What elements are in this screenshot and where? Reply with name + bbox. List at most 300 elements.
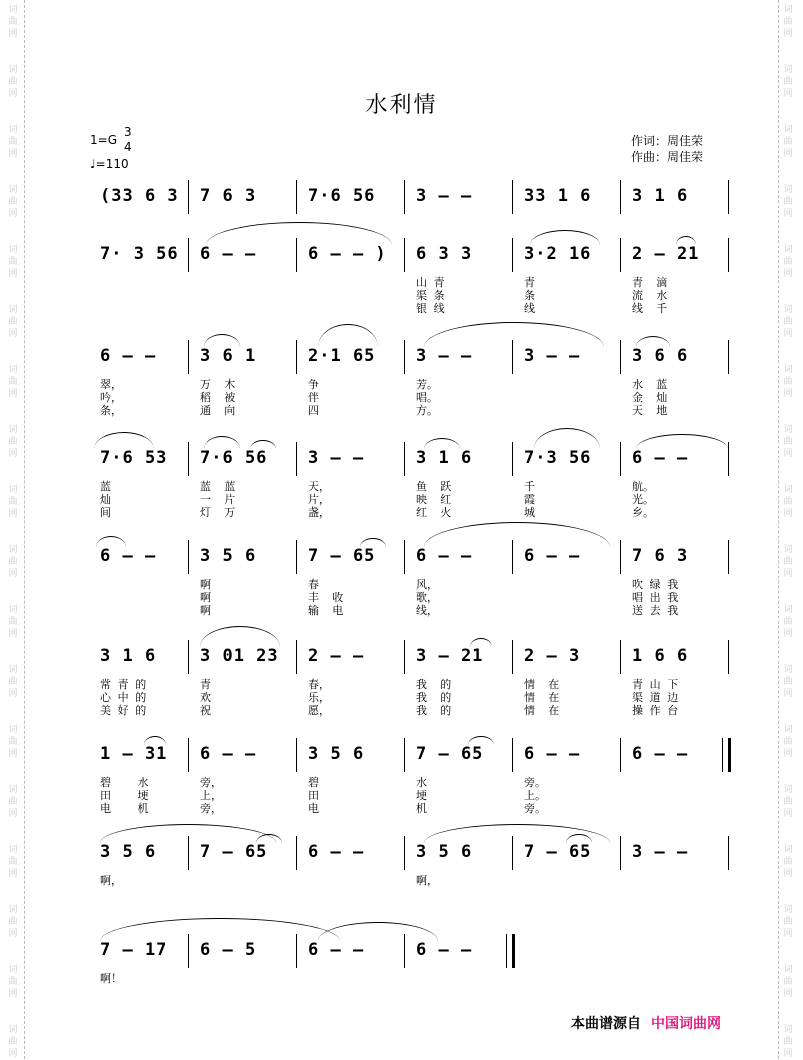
watermark-glyph: 曲: [783, 137, 793, 147]
measure-notes: 2 — —: [308, 646, 365, 666]
lyric-verse-3: 条，: [100, 404, 122, 417]
measure-notes: 3 5 6: [308, 744, 365, 764]
lyric-verse-2: 唱。: [416, 391, 438, 404]
measure-notes: 7· 3 56: [100, 244, 179, 264]
watermark-glyph: 词: [8, 65, 18, 75]
lyric-verse-3: 银 线: [416, 302, 445, 315]
watermark-glyph: 网: [783, 29, 793, 39]
watermark-text: [781, 544, 795, 580]
lyric-verse-1: 争: [308, 378, 319, 391]
watermark-glyph: 词: [783, 125, 793, 135]
watermark-glyph: 词: [8, 905, 18, 915]
barline: [404, 540, 405, 574]
measure-notes: 7 — 65: [200, 842, 268, 862]
lyric-verse-3: 灯 万: [200, 506, 236, 519]
watermark-glyph: 词: [8, 665, 18, 675]
watermark-glyph: 网: [783, 809, 793, 819]
measure-notes: 3 1 6: [416, 448, 473, 468]
lyric-verse-3: 乡。: [632, 506, 654, 519]
watermark-glyph: 词: [783, 485, 793, 495]
lyric-verse-2: 丰 收: [308, 591, 344, 604]
measure-notes: 7 — 65: [524, 842, 592, 862]
watermark-glyph: 词: [783, 65, 793, 75]
lyric-verse-3: 线 千: [632, 302, 668, 315]
measure-notes: 3 — —: [416, 346, 473, 366]
lyric-verse-2: 上，: [200, 789, 222, 802]
lyric-verse-2: 上。: [524, 789, 546, 802]
barline: [404, 640, 405, 674]
watermark-text: [781, 964, 795, 1000]
watermark-glyph: 曲: [8, 257, 18, 267]
lyric-verse-3: 情 在: [524, 704, 560, 717]
watermark-glyph: 曲: [783, 1037, 793, 1047]
barline: [188, 442, 189, 476]
slur-mark: [318, 922, 438, 941]
watermark-glyph: 网: [783, 149, 793, 159]
lyric-verse-1: 山 青: [416, 276, 445, 289]
watermark-glyph: 曲: [783, 797, 793, 807]
lyric-verse-1: 翠，: [100, 378, 122, 391]
watermark-glyph: 网: [783, 89, 793, 99]
watermark-glyph: 网: [783, 749, 793, 759]
watermark-glyph: 词: [783, 845, 793, 855]
watermark-glyph: 网: [8, 509, 18, 519]
measure-notes: 6 — —: [524, 546, 581, 566]
watermark-text: [6, 184, 20, 220]
watermark-glyph: 词: [8, 305, 18, 315]
lyric-verse-1: 航。: [632, 480, 654, 493]
measure-notes: 33 1 6: [524, 186, 592, 206]
lyric-verse-2: 田 埂: [100, 789, 149, 802]
watermark-glyph: 词: [783, 425, 793, 435]
slur-mark: [424, 438, 460, 449]
watermark-glyph: 词: [8, 5, 18, 15]
slur-mark: [468, 736, 494, 745]
watermark-glyph: 网: [783, 929, 793, 939]
watermark-glyph: 词: [8, 845, 18, 855]
measure-notes: 3 1 6: [632, 186, 689, 206]
lyric-verse-2: 一 片: [200, 493, 236, 506]
watermark-glyph: 曲: [8, 617, 18, 627]
watermark-glyph: 曲: [783, 497, 793, 507]
slur-mark: [144, 736, 166, 745]
lyric-verse-2: 稻 被: [200, 391, 236, 404]
lyric-verse-1: 千: [524, 480, 535, 493]
lyric-verse-2: 心 中 的: [100, 691, 147, 704]
watermark-text: [6, 124, 20, 160]
key-signature: 1=G: [90, 133, 117, 147]
lyric-verse-3: 我 的: [416, 704, 452, 717]
lyric-verse-2: 歌，: [416, 591, 438, 604]
lyric-verse-3: 啊: [200, 604, 211, 617]
lyric-verse-3: 电 机: [100, 802, 149, 815]
lyric-verse-1: 我 的: [416, 678, 452, 691]
watermark-glyph: 网: [8, 389, 18, 399]
slur-mark: [200, 626, 280, 647]
watermark-text: [781, 724, 795, 760]
watermark-glyph: 词: [783, 1025, 793, 1035]
watermark-glyph: 网: [783, 449, 793, 459]
watermark-glyph: 词: [8, 365, 18, 375]
measure-notes: 7·6 56: [200, 448, 268, 468]
lyric-verse-1: 旁。: [524, 776, 546, 789]
lyric-verse-2: 我 的: [416, 691, 452, 704]
barline: [728, 442, 729, 476]
measure-notes: 6 — —: [200, 244, 257, 264]
watermark-glyph: 网: [783, 269, 793, 279]
measure-notes: 7 6 3: [632, 546, 689, 566]
watermark-text: [6, 484, 20, 520]
barline: [512, 640, 513, 674]
watermark-glyph: 词: [783, 725, 793, 735]
barline: [728, 238, 729, 272]
lyric-verse-3: 旁，: [200, 802, 222, 815]
lyric-verse-1: 青 滴: [632, 276, 668, 289]
lyric-verse-1: 青 山 下: [632, 678, 679, 691]
barline: [296, 180, 297, 214]
tempo-marking: ♩=110: [90, 157, 129, 171]
measure-notes: 6 — —: [100, 346, 157, 366]
lyric-verse-1: 啊: [200, 578, 211, 591]
measure-notes: 3 1 6: [100, 646, 157, 666]
lyric-verse-2: 伴: [308, 391, 319, 404]
watermark-glyph: 网: [8, 1049, 18, 1059]
watermark-glyph: 网: [8, 869, 18, 879]
watermark-glyph: 网: [783, 1049, 793, 1059]
barline: [296, 540, 297, 574]
lyric-verse-3: 四: [308, 404, 319, 417]
watermark-glyph: 网: [8, 209, 18, 219]
lyric-verse-1: 情 在: [524, 678, 560, 691]
slur-mark: [206, 222, 392, 245]
measure-notes: 2 — 21: [632, 244, 700, 264]
barline: [296, 442, 297, 476]
song-title: 水利情: [365, 93, 438, 118]
slur-mark: [360, 538, 386, 547]
barline: [404, 340, 405, 374]
watermark-text: [6, 364, 20, 400]
lyric-verse-1: 鱼 跃: [416, 480, 452, 493]
watermark-glyph: 网: [783, 689, 793, 699]
lyric-verse-1: 芳。: [416, 378, 438, 391]
watermark-text: [6, 304, 20, 340]
barline: [728, 340, 729, 374]
watermark-glyph: 词: [783, 665, 793, 675]
watermark-glyph: 曲: [8, 977, 18, 987]
barline: [620, 340, 621, 374]
watermark-glyph: 曲: [783, 977, 793, 987]
watermark-glyph: 词: [783, 245, 793, 255]
lyric-verse-3: 通 向: [200, 404, 236, 417]
final-barline: [512, 934, 515, 968]
measure-notes: 6 — —: [524, 744, 581, 764]
lyric-verse-1: 青: [524, 276, 535, 289]
watermark-glyph: 曲: [8, 857, 18, 867]
measure-notes: 3 — —: [524, 346, 581, 366]
lyric-verse-1: 春，: [308, 678, 330, 691]
measure-notes: 7·6 56: [308, 186, 376, 206]
credits: [631, 133, 703, 165]
lyric-verse-1: 常 青 的: [100, 678, 147, 691]
measure-notes: 3 5 6: [100, 842, 157, 862]
lyric-verse-2: 片，: [308, 493, 330, 506]
watermark-glyph: 网: [783, 869, 793, 879]
watermark-glyph: 网: [8, 89, 18, 99]
measure-notes: 6 — —: [632, 448, 689, 468]
watermark-glyph: 网: [783, 389, 793, 399]
lyric-verse-1: 啊！: [100, 972, 122, 985]
measure-notes: 3 5 6: [200, 546, 257, 566]
measure-notes: 3 6 1: [200, 346, 257, 366]
watermark-text: [781, 604, 795, 640]
measure-notes: 7·3 56: [524, 448, 592, 468]
slur-mark: [318, 324, 378, 347]
measure-notes: 6 — —: [200, 744, 257, 764]
watermark-glyph: 网: [8, 989, 18, 999]
watermark-text: [781, 184, 795, 220]
watermark-text: [781, 4, 795, 40]
lyric-verse-3: 祝: [200, 704, 211, 717]
barline: [620, 540, 621, 574]
slur-mark: [204, 436, 240, 449]
watermark-glyph: 曲: [8, 1037, 18, 1047]
watermark-glyph: 曲: [8, 197, 18, 207]
slur-mark: [94, 432, 154, 449]
watermark-glyph: 曲: [8, 437, 18, 447]
watermark-text: [6, 544, 20, 580]
slur-mark: [204, 334, 240, 347]
lyric-verse-2: 乐，: [308, 691, 330, 704]
watermark-text: [6, 244, 20, 280]
barline: [620, 238, 621, 272]
barline: [404, 238, 405, 272]
watermark-glyph: 网: [783, 329, 793, 339]
watermark-glyph: 词: [783, 905, 793, 915]
barline: [728, 540, 729, 574]
lyric-verse-1: 春: [308, 578, 319, 591]
slur-mark: [256, 834, 282, 843]
barline: [512, 180, 513, 214]
measure-notes: 1 — 31: [100, 744, 168, 764]
watermark-text: [6, 784, 20, 820]
slur-mark: [100, 918, 340, 941]
watermark-glyph: 曲: [8, 797, 18, 807]
barline: [512, 238, 513, 272]
watermark-glyph: 网: [8, 749, 18, 759]
watermark-text: [781, 304, 795, 340]
barline: [404, 442, 405, 476]
barline: [620, 442, 621, 476]
lyricist-credit: 作词：周佳荣: [631, 134, 704, 148]
slur-mark: [636, 434, 728, 449]
barline: [620, 180, 621, 214]
watermark-glyph: 词: [8, 545, 18, 555]
watermark-glyph: 网: [8, 929, 18, 939]
watermark-glyph: 词: [8, 245, 18, 255]
barline: [506, 934, 507, 968]
slur-mark: [534, 428, 600, 449]
measure-notes: 3·2 16: [524, 244, 592, 264]
watermark-glyph: 词: [783, 545, 793, 555]
watermark-glyph: 曲: [8, 17, 18, 27]
lyric-verse-3: 机: [416, 802, 427, 815]
barline: [404, 738, 405, 772]
lyric-verse-1: 吹 绿 我: [632, 578, 679, 591]
measure-notes: 3 6 6: [632, 346, 689, 366]
measure-notes: 6 — —: [632, 744, 689, 764]
measure-notes: 6 3 3: [416, 244, 473, 264]
measure-notes: 6 — —: [416, 940, 473, 960]
lyric-verse-1: 蓝: [100, 480, 111, 493]
lyric-verse-3: 旁。: [524, 802, 546, 815]
measure-notes: 6 — —: [308, 842, 365, 862]
slur-mark: [96, 536, 126, 547]
barline: [188, 738, 189, 772]
footer: [571, 1013, 721, 1033]
barline: [188, 238, 189, 272]
watermark-glyph: 曲: [8, 737, 18, 747]
barline: [620, 738, 621, 772]
watermark-text: [6, 844, 20, 880]
watermark-glyph: 网: [8, 329, 18, 339]
barline: [188, 540, 189, 574]
watermark-glyph: 网: [8, 269, 18, 279]
watermark-glyph: 曲: [8, 77, 18, 87]
watermark-text: [6, 424, 20, 460]
lyric-verse-1: 啊，: [416, 874, 438, 887]
watermark-glyph: 词: [8, 965, 18, 975]
watermark-glyph: 曲: [783, 677, 793, 687]
lyric-verse-2: 欢: [200, 691, 211, 704]
time-signature-top: 3: [124, 125, 132, 139]
barline: [296, 836, 297, 870]
lyric-verse-1: 碧: [308, 776, 319, 789]
watermark-glyph: 词: [783, 5, 793, 15]
measure-notes: 7 6 3: [200, 186, 257, 206]
watermark-glyph: 词: [8, 425, 18, 435]
slur-mark: [676, 236, 696, 245]
lyric-verse-2: 渠 道 边: [632, 691, 679, 704]
lyric-verse-1: 啊，: [100, 874, 122, 887]
watermark-glyph: 词: [8, 1025, 18, 1035]
watermark-glyph: 曲: [8, 137, 18, 147]
measure-notes: 7 — 65: [416, 744, 484, 764]
barline: [296, 738, 297, 772]
barline: [728, 180, 729, 214]
lyric-verse-2: 渠 条: [416, 289, 445, 302]
barline: [188, 340, 189, 374]
watermark-glyph: 网: [783, 569, 793, 579]
watermark-text: [781, 124, 795, 160]
watermark-glyph: 网: [783, 209, 793, 219]
lyric-verse-3: 送 去 我: [632, 604, 679, 617]
lyric-verse-2: 映 红: [416, 493, 452, 506]
measure-notes: 6 — 5: [200, 940, 257, 960]
measure-notes: 3 — 21: [416, 646, 484, 666]
watermark-glyph: 曲: [8, 377, 18, 387]
measure-notes: 6 — —: [308, 940, 365, 960]
watermark-text: [781, 244, 795, 280]
measure-notes: 3 — —: [632, 842, 689, 862]
watermark-text: [781, 484, 795, 520]
lyric-verse-1: 蓝 蓝: [200, 480, 236, 493]
measure-notes: 7·6 53: [100, 448, 168, 468]
barline: [620, 836, 621, 870]
barline: [512, 738, 513, 772]
lyric-verse-3: 美 好 的: [100, 704, 147, 717]
barline: [728, 640, 729, 674]
watermark-glyph: 曲: [783, 437, 793, 447]
watermark-glyph: 曲: [8, 317, 18, 327]
watermark-glyph: 曲: [783, 77, 793, 87]
watermark-glyph: 词: [8, 125, 18, 135]
watermark-glyph: 词: [8, 605, 18, 615]
lyric-verse-1: 风，: [416, 578, 438, 591]
watermark-glyph: 曲: [8, 497, 18, 507]
lyric-verse-2: 光。: [632, 493, 654, 506]
measure-notes: 6 — — ): [308, 244, 387, 264]
watermark-glyph: 词: [783, 965, 793, 975]
watermark-text: [6, 664, 20, 700]
lyric-verse-2: 灿: [100, 493, 111, 506]
lyric-verse-2: 啊: [200, 591, 211, 604]
watermark-glyph: 网: [8, 449, 18, 459]
watermark-glyph: 网: [8, 29, 18, 39]
watermark-text: [6, 4, 20, 40]
lyric-verse-3: 电: [308, 802, 319, 815]
watermark-glyph: 网: [783, 989, 793, 999]
measure-notes: 6 — —: [100, 546, 157, 566]
barline: [620, 640, 621, 674]
measure-notes: 2·1 65: [308, 346, 376, 366]
measure-notes: 7 — 65: [308, 546, 376, 566]
watermark-glyph: 网: [783, 629, 793, 639]
watermark-glyph: 曲: [783, 617, 793, 627]
measure-notes: 3 — —: [416, 186, 473, 206]
lyric-verse-2: 田: [308, 789, 319, 802]
watermark-glyph: 词: [8, 725, 18, 735]
lyric-verse-1: 水: [416, 776, 427, 789]
watermark-text: [6, 604, 20, 640]
lyric-verse-2: 吟，: [100, 391, 122, 404]
footer-site-link[interactable]: 中国词曲网: [651, 1016, 721, 1032]
watermark-text: [781, 1024, 795, 1060]
barline: [404, 836, 405, 870]
watermark-glyph: 网: [8, 809, 18, 819]
barline: [296, 640, 297, 674]
lyric-verse-3: 操 作 台: [632, 704, 679, 717]
watermark-glyph: 曲: [8, 557, 18, 567]
watermark-glyph: 曲: [783, 737, 793, 747]
watermark-glyph: 曲: [783, 317, 793, 327]
footer-source: 本曲谱源自: [571, 1016, 641, 1032]
watermark-text: [781, 844, 795, 880]
watermark-glyph: 曲: [783, 857, 793, 867]
watermark-text: [781, 664, 795, 700]
slur-mark: [424, 522, 610, 547]
watermark-text: [781, 424, 795, 460]
lyric-verse-3: 间: [100, 506, 111, 519]
watermark-glyph: 曲: [8, 677, 18, 687]
watermark-text: [781, 904, 795, 940]
slur-mark: [250, 440, 276, 449]
barline: [188, 180, 189, 214]
lyric-verse-1: 万 木: [200, 378, 236, 391]
measure-notes: 3 5 6: [416, 842, 473, 862]
lyric-verse-2: 流 水: [632, 289, 668, 302]
lyric-verse-2: 情 在: [524, 691, 560, 704]
time-signature: [124, 125, 132, 155]
